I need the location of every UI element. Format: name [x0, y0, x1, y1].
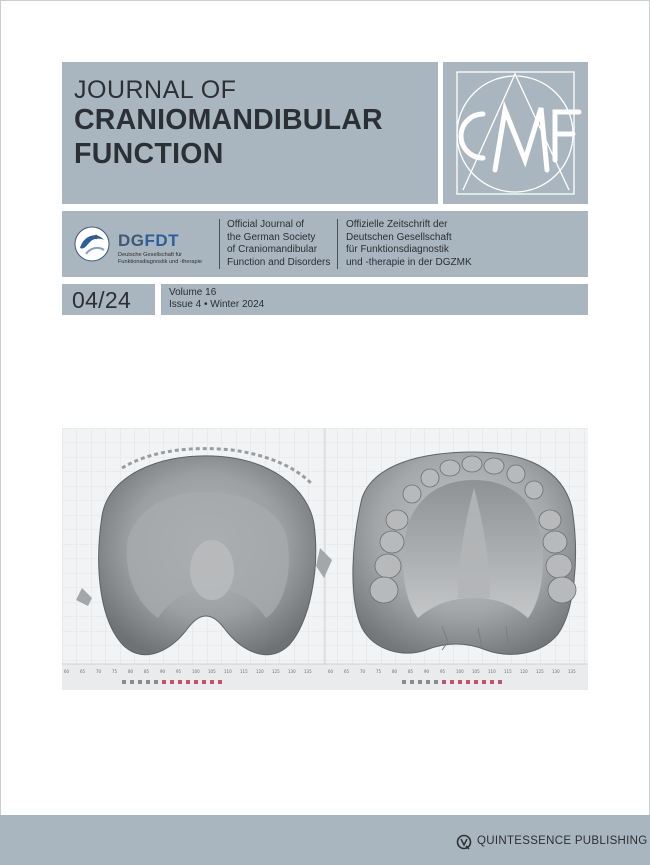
journal-title-line2: CRANIOMANDIBULAR [74, 104, 383, 136]
ruler-tick: 135 [304, 669, 312, 674]
cmf-logo-panel [443, 62, 588, 204]
info-divider-2 [337, 219, 338, 269]
volume-line: Volume 16 [169, 287, 217, 298]
ruler-tick: 105 [208, 669, 216, 674]
ruler-tick: 125 [536, 669, 544, 674]
ruler-tick: 130 [552, 669, 560, 674]
dgfdt-emblem-icon [74, 224, 114, 264]
issue-line: Issue 4 • Winter 2024 [169, 299, 265, 310]
dgfdt-name-dg: DG [118, 231, 145, 250]
ruler-tick: 75 [112, 669, 118, 674]
dgfdt-name [118, 231, 179, 251]
society-info-panel [62, 211, 588, 277]
journal-title-line3: FUNCTION [74, 138, 224, 170]
cmf-logo [443, 62, 588, 204]
ruler-tick: 60 [328, 669, 334, 674]
ruler-tick: 130 [288, 669, 296, 674]
ruler-tick: 95 [176, 669, 182, 674]
ruler-tick: 80 [392, 669, 398, 674]
volume-info [169, 287, 264, 311]
ruler-tick: 110 [488, 669, 496, 674]
journal-title-panel [62, 62, 438, 204]
issue-number: 04/24 [72, 287, 132, 313]
ruler-tick: 85 [408, 669, 414, 674]
cover-image-dental-scans [62, 428, 588, 690]
volume-panel [161, 284, 588, 315]
dental-scan-illustration [62, 428, 588, 690]
german-description: Offizielle Zeitschrift der Deutschen Gesellschaft für Funktionsdiagnostik und -therapie in der DGZMK [346, 219, 472, 268]
publisher-name: QUINTESSENCE PUBLISHING [477, 835, 648, 847]
ruler-tick: 85 [144, 669, 150, 674]
ruler-tick: 115 [240, 669, 248, 674]
english-description: Official Journal of the German Society of Craniomandibular Function and Disorders [227, 219, 331, 268]
journal-title-line1: JOURNAL OF [74, 76, 237, 104]
ruler-tick: 90 [160, 669, 166, 674]
ruler-tick: 120 [256, 669, 264, 674]
ruler-tick: 105 [472, 669, 480, 674]
ruler-tick: 115 [504, 669, 512, 674]
ruler-tick: 70 [96, 669, 102, 674]
ruler-tick: 100 [456, 669, 464, 674]
ruler-tick: 65 [344, 669, 350, 674]
ruler-tick: 135 [568, 669, 576, 674]
ruler-tick: 65 [80, 669, 86, 674]
dgfdt-name-fdt: FDT [144, 231, 180, 250]
dgfdt-logo [74, 221, 219, 267]
ruler-tick: 75 [376, 669, 382, 674]
ruler-tick: 60 [64, 669, 70, 674]
publisher-logo [456, 833, 648, 851]
right-scan [353, 452, 576, 654]
info-divider-1 [219, 219, 220, 269]
ruler-tick: 100 [192, 669, 200, 674]
ruler-tick: 80 [128, 669, 134, 674]
ruler-tick: 70 [360, 669, 366, 674]
ruler-tick: 125 [272, 669, 280, 674]
quintessence-q-icon [456, 834, 472, 850]
ruler-tick: 120 [520, 669, 528, 674]
ruler-tick: 95 [440, 669, 446, 674]
publisher-footer [0, 815, 650, 865]
issue-number-panel [62, 284, 155, 315]
ruler-tick: 90 [424, 669, 430, 674]
dgfdt-subtitle: Deutsche Gesellschaft für Funktionsdiagnostik und -therapie [118, 252, 202, 265]
ruler-tick: 110 [224, 669, 232, 674]
